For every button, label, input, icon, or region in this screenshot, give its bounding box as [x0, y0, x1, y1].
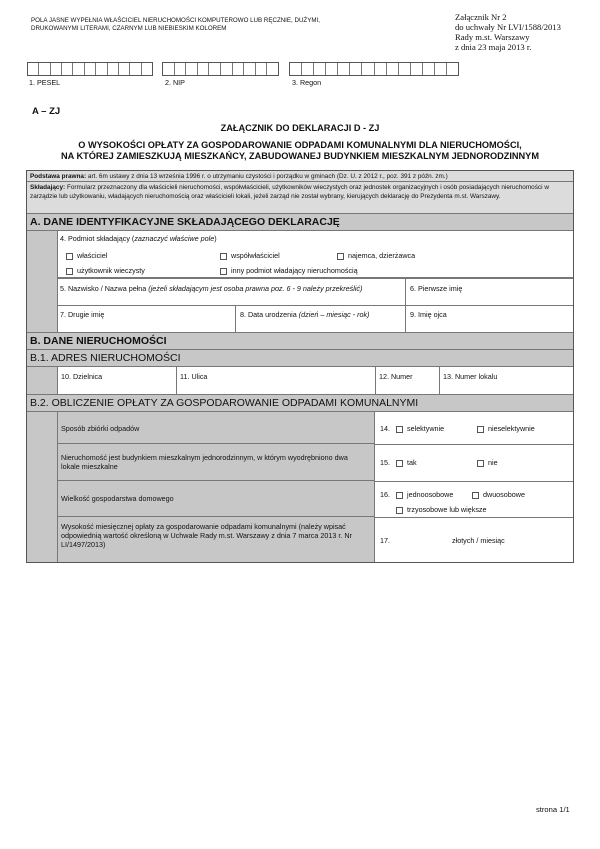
- checkbox[interactable]: [396, 507, 403, 514]
- section-b2-side: [27, 412, 57, 562]
- field-17-input[interactable]: [392, 532, 448, 546]
- divider: [375, 444, 573, 445]
- field-14-num: 14.: [380, 424, 390, 433]
- field-5-label-text: 5. Nazwisko / Nazwa pełna: [60, 284, 147, 293]
- annex-line: Rady m.st. Warszawy: [455, 32, 530, 42]
- field-11-label: 11. Ulica: [180, 372, 208, 381]
- option-label: dwuosobowe: [483, 490, 525, 499]
- nip-boxes[interactable]: [162, 62, 279, 76]
- field-5-hint: (jeżeli składającym jest osoba prawna poz. 6 - 9 należy przekreślić): [148, 284, 363, 293]
- divider: [57, 278, 573, 279]
- field-13-input[interactable]: [440, 382, 572, 392]
- field-5-label: [60, 284, 362, 293]
- regon-boxes[interactable]: [289, 62, 459, 76]
- option-two-person[interactable]: [472, 490, 525, 499]
- option-non-selective[interactable]: [477, 424, 535, 433]
- field-9-input[interactable]: [406, 320, 572, 330]
- legal-basis-label: Podstawa prawna:: [30, 173, 87, 180]
- field-4-hint: zaznaczyć właściwe pole: [134, 234, 215, 243]
- field-12-input[interactable]: [376, 382, 438, 392]
- field-8-input[interactable]: [236, 320, 404, 330]
- checkbox[interactable]: [337, 253, 344, 260]
- field-4-close: ): [214, 234, 217, 243]
- divider: [57, 305, 573, 306]
- question-17: Wysokość miesięcznej opłaty za gospodarowanie odpadami komunalnymi (należy wpisać odpowiednią wartość określoną w Uchwale Rady m.st. Warszawy z dnia 7 marca 2013 r. Nr LI/1497/2013): [61, 522, 352, 549]
- legal-basis-text: art. 6m ustawy z dnia 13 września 1996 r. o utrzymaniu czystości i porządku w gminach (Dz. U. z 2012 r., poz. 391 z późn. zm.): [87, 173, 448, 180]
- option-label: inny podmiot władający nieruchomością: [231, 266, 358, 275]
- section-b2-title: B.2. OBLICZENIE OPŁATY ZA GOSPODAROWANIE ODPADAMI KOMUNALNYMI: [27, 395, 573, 412]
- option-yes[interactable]: [396, 458, 417, 467]
- field-16-num: 16.: [380, 490, 390, 499]
- option-co-owner[interactable]: [220, 251, 280, 260]
- form-code: A – ZJ: [32, 106, 61, 117]
- field-13-label: 13. Numer lokalu: [443, 372, 498, 381]
- divider: [375, 517, 573, 518]
- option-label: trzyosobowe lub większe: [407, 505, 487, 514]
- checkbox[interactable]: [66, 253, 73, 260]
- option-label: najemca, dzierżawca: [348, 251, 416, 260]
- title-line-3: NA KTÓREJ ZAMIESZKUJĄ MIESZKAŃCY, ZABUDOWANEJ BUDYNKIEM MIESZKALNYM JEDNORODZINNYM: [61, 151, 539, 161]
- annex-line: Załącznik Nr 2: [455, 12, 507, 22]
- section-b1-side: [27, 367, 57, 394]
- regon-label: 3. Regon: [292, 78, 322, 87]
- filer-info: [27, 182, 573, 214]
- field-4-label-text: 4. Podmiot składający (: [60, 234, 135, 243]
- checkbox[interactable]: [220, 253, 227, 260]
- field-8-label-text: 8. Data urodzenia: [240, 310, 297, 319]
- field-7-input[interactable]: [58, 320, 234, 330]
- section-a-side: [27, 231, 57, 332]
- title-line-1: ZAŁĄCZNIK DO DEKLARACJI D - ZJ: [220, 123, 380, 133]
- fill-instruction: POLA JASNE WYPEŁNIA WŁAŚCICIEL NIERUCHOMOŚCI KOMPUTEROWO LUB RĘCZNIE, DUŻYMI, DRUKOWANYMI LITERAMI, CZARNYM LUB NIEBIESKIM KOLOREM: [31, 17, 320, 32]
- section-a-title: A. DANE IDENTYFIKACYJNE SKŁADAJĄCEGO DEKLARACJĘ: [27, 214, 573, 231]
- option-label: właściciel: [77, 251, 108, 260]
- legal-basis: [27, 171, 573, 182]
- option-label: jednoosobowe: [407, 490, 454, 499]
- field-4-label: [60, 234, 217, 243]
- option-owner[interactable]: [66, 251, 107, 260]
- checkbox[interactable]: [396, 426, 403, 433]
- filer-label: Składający:: [30, 184, 66, 191]
- field-7-label: 7. Drugie imię: [60, 310, 105, 319]
- option-three-plus[interactable]: [396, 505, 487, 514]
- option-one-person[interactable]: [396, 490, 453, 499]
- field-15-num: 15.: [380, 458, 390, 467]
- field-9-label: 9. Imię ojca: [410, 310, 447, 319]
- option-perpetual-user[interactable]: [66, 266, 145, 275]
- checkbox[interactable]: [477, 460, 484, 467]
- section-b1-title: B.1. ADRES NIERUCHOMOŚCI: [27, 350, 573, 367]
- field-10-input[interactable]: [58, 382, 175, 392]
- option-tenant[interactable]: [337, 251, 415, 260]
- nip-label: 2. NIP: [165, 78, 185, 87]
- option-label: współwłaściciel: [231, 251, 280, 260]
- page-number: strona 1/1: [536, 805, 570, 814]
- checkbox[interactable]: [396, 492, 403, 499]
- checkbox[interactable]: [396, 460, 403, 467]
- question-14: Sposób zbiórki odpadów: [61, 424, 140, 433]
- pesel-boxes[interactable]: [27, 62, 153, 76]
- option-label: użytkownik wieczysty: [77, 266, 145, 275]
- question-16: Wielkość gospodarstwa domowego: [61, 494, 174, 503]
- field-8-label: [240, 310, 369, 319]
- option-label: tak: [407, 458, 417, 467]
- option-label: selektywnie: [407, 424, 445, 433]
- field-8-hint: (dzień – miesiąc - rok): [298, 310, 370, 319]
- field-17-num: 17.: [380, 536, 390, 545]
- pesel-label: 1. PESEL: [29, 78, 61, 87]
- divider: [375, 481, 573, 482]
- option-other-entity[interactable]: [220, 266, 358, 275]
- option-no[interactable]: [477, 458, 498, 467]
- title-line-2: O WYSOKOŚCI OPŁATY ZA GOSPODAROWANIE ODPADAMI KOMUNALNYMI DLA NIERUCHOMOŚCI,: [78, 139, 522, 150]
- filer-text: Formularz przeznaczony dla właścicieli nieruchomości, współwłaścicieli, użytkowników wieczystych oraz jednostek organizacyjnych i osób posiadających nieruchomości w zarządzie lub użytkowaniu, władających nieruchomością oraz właścicieli lokali, jeżeli zarząd nie został wybrany, kierujących deklarację do Prezydenta m.st. Warszawy.: [30, 184, 549, 200]
- checkbox[interactable]: [220, 268, 227, 275]
- annex-line: do uchwały Nr LVI/1588/2013: [455, 22, 561, 32]
- annex-reference: [455, 12, 595, 52]
- section-b-title: B. DANE NIERUCHOMOŚCI: [27, 333, 573, 350]
- option-selective[interactable]: [396, 424, 444, 433]
- checkbox[interactable]: [66, 268, 73, 275]
- field-17-unit: złotych / miesiąc: [452, 536, 505, 545]
- field-11-input[interactable]: [177, 382, 374, 392]
- checkbox[interactable]: [477, 426, 484, 433]
- field-6-input[interactable]: [406, 294, 572, 304]
- page-title: [20, 123, 580, 163]
- annex-line: z dnia 23 maja 2013 r.: [455, 42, 532, 52]
- field-10-label: 10. Dzielnica: [61, 372, 103, 381]
- field-12-label: 12. Numer: [379, 372, 413, 381]
- option-label: nieselektywnie: [488, 424, 535, 433]
- option-label: nie: [488, 458, 498, 467]
- question-15: Nieruchomość jest budynkiem mieszkalnym jednorodzinnym, w którym wyodrębniono dwa lokale mieszkalne: [61, 453, 348, 471]
- field-5-input[interactable]: [58, 294, 404, 304]
- checkbox[interactable]: [472, 492, 479, 499]
- field-6-label: 6. Pierwsze imię: [410, 284, 463, 293]
